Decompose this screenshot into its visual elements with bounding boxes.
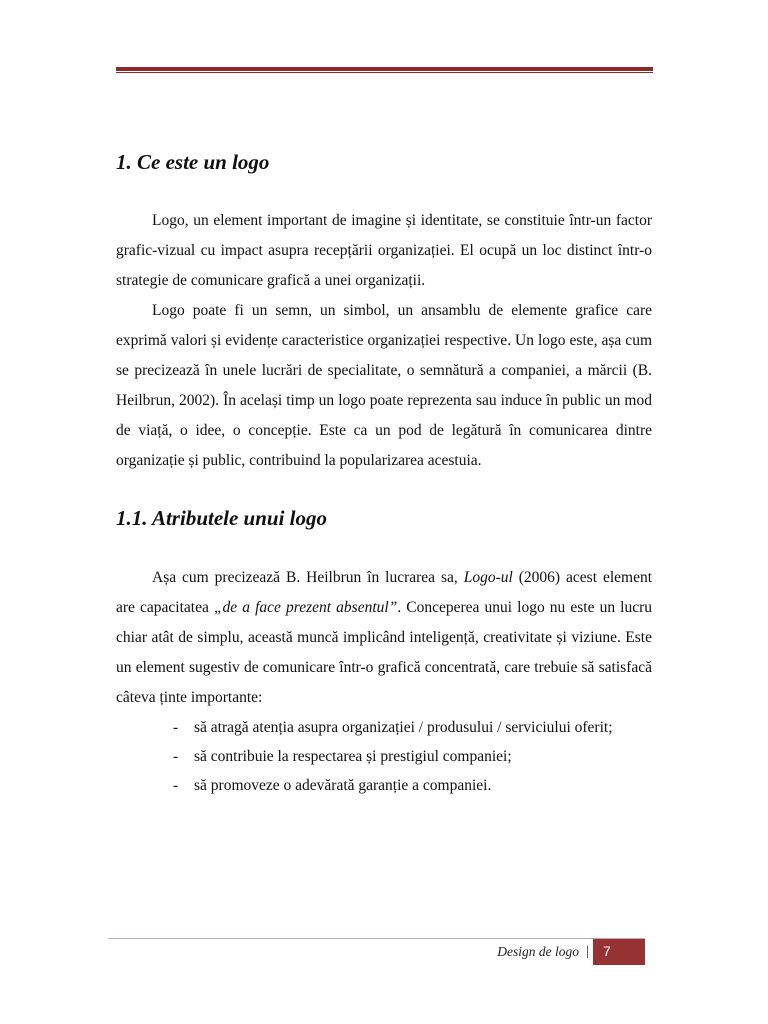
header-rule-thin [116,72,653,73]
header-rule-thick [116,67,653,71]
page-footer [108,939,645,965]
list-item-text: să contribuie la respectarea și prestigiul companiei; [194,748,512,765]
quote: „de a face prezent absentul” [213,599,398,616]
footer-title: Design de logo [497,944,579,959]
list-item [116,771,652,800]
list-dash: - [173,719,179,736]
section-1-1-heading: 1.1. Atributele unui logo [116,506,328,530]
list-item-text: să atragă atenția asupra organizației / produsului / serviciului oferit; [194,719,613,736]
section-1-heading: 1. Ce este un logo [116,150,270,174]
list-dash: - [173,777,179,794]
footer-separator: | [586,944,589,959]
section-1-paragraph-1: Logo, un element important de imagine și identitate, se constituie într-un factor grafic-vizual cu impact asupra recepțării organizației. El ocupă un loc distinct într-o strategie de comunicare grafică a unei organizații. [116,212,652,289]
list-dash: - [173,748,179,765]
book-title: Logo-ul [463,569,513,586]
page-number-box [593,939,645,965]
section-1-body [116,206,652,476]
section-1-1-paragraph [116,563,652,713]
header-rule [116,67,653,73]
para-text-2: (2006) acest element are capacitatea [116,569,652,616]
para-text-1: Așa cum precizează B. Heilbrun în lucrarea sa, [152,569,464,586]
list-item [116,742,652,771]
targets-list [116,713,652,800]
section-1-1-body [116,563,652,800]
page-content [116,142,652,800]
section-1-paragraph-2: Logo poate fi un semn, un simbol, un ansamblu de elemente grafice care exprimă valori și evidențe caracteristice organizației respective. Un logo este, așa cum se precizează în unele lucrări de specialitate, o semnătură a companiei, a mărcii (B. Heilbrun, 2002). În același timp un logo poate reprezenta sau induce în public un mod de viață, o idee, o concepție. Este ca un pod de legătură în comunicarea dintre organizație și public, contribuind la popularizarea acestuia. [116,302,652,469]
para-text-3: . Conceperea unui logo nu este un lucru chiar atât de simplu, această muncă implicând inteligență, creativitate și viziune. Este un element sugestiv de comunicare într-o grafică concentrată, care trebuie să satisfacă câteva ținte importante: [116,599,653,706]
list-item-text: să promoveze o adevărată garanție a companiei. [194,777,492,794]
page-number: 7 [603,943,611,959]
list-item [116,713,652,742]
